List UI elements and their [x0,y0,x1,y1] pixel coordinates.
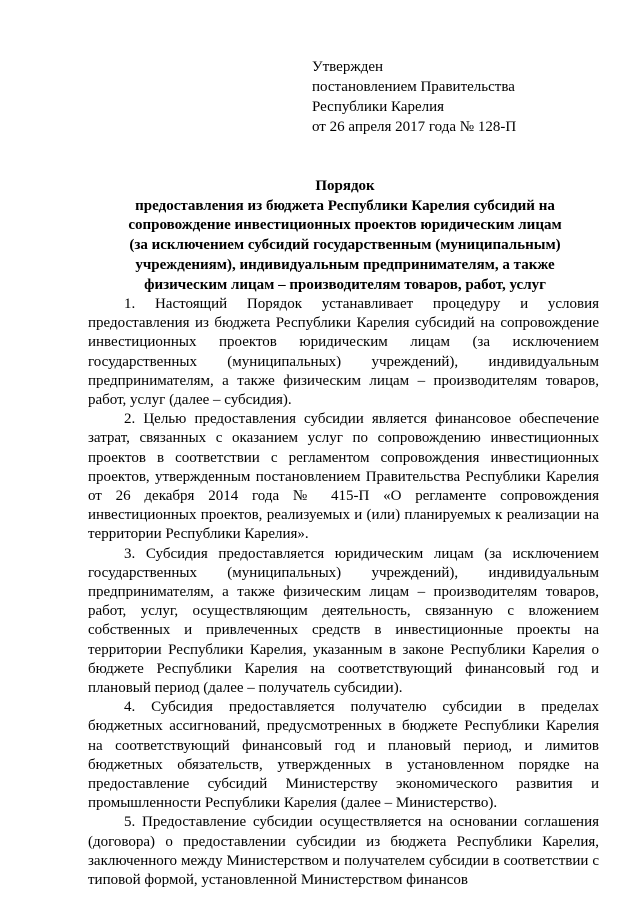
approval-line: Республики Карелия [312,99,445,115]
paragraph-2: 2. Целью предоставления субсидии является финансовое обеспечение затрат, связанных с оказанием услуг по сопровождению инвестиционных проектов в соответствии с регламентом сопровождения инвестиционных проектов, утвержденным постановлением Правительства Республики Карелия от 26 декабря 2014 года № 415-П «О регламенте сопровождения инвестиционных проектов, реализуемых и (или) планируемых к реализации на территории Республики Карелия». [88,411,599,543]
title-line: Порядок [315,178,375,194]
title-line: физическим лицам – производителям товаров, работ, услуг [144,276,546,293]
approval-stamp [312,57,612,137]
paragraph-1: 1. Настоящий Порядок устанавливает процедуру и условия предоставления из бюджета Республики Карелия субсидий на сопровождение инвестиционных проектов юридическим лицам (за исключением государственных (муниципальных) учреждений), индивидуальным предпринимателям, а также физическим лицам – производителям товаров, работ, услуг (далее – субсидия). [88,296,599,409]
approval-line: от 26 апреля 2017 года № 128-П [312,119,517,135]
approval-line: постановлением Правительства [312,79,515,95]
paragraph-4: 4. Субсидия предоставляется получателю субсидии в пределах бюджетных ассигнований, предусмотренных в бюджете Республики Карелия на соответствующий финансовый год и плановый период, и лимитов бюджетных обязательств, утвержденных в установленном порядке на предоставление субсидий Министерству экономического развития и промышленности Республики Карелия (далее – Министерство). [88,699,599,812]
paragraph-3: 3. Субсидия предоставляется юридическим лицам (за исключением государственных (муниципальных) учреждений), индивидуальным предпринимателям, а также физическим лицам – производителям товаров, работ, услуг, осуществляющим деятельность, связанную с вложением собственных и привлеченных средств в инвестиционные проекты на территории Республики Карелия, указанным в законе Республики Карелия о бюджете Республики Карелия на соответствующий финансовый год и плановый период (далее – получатель субсидии). [88,545,599,697]
title-line: (за исключением субсидий государственным (муниципальным) [129,237,561,254]
document-title [80,177,610,295]
document-body [88,295,599,890]
approval-line: Утвержден [312,59,384,75]
title-line: сопровождение инвестиционных проектов юридическим лицам [128,217,562,234]
title-line: учреждениям), индивидуальным предпринимателям, а также [135,256,555,273]
title-line: предоставления из бюджета Республики Карелия субсидий на [135,197,555,214]
paragraph-5: 5. Предоставление субсидии осуществляется на основании соглашения (договора) о предоставлении субсидии из бюджета Республики Карелия, заключенного между Министерством и получателем субсидии в соответствии с типовой формой, установленной Министерством финансов [88,814,599,889]
